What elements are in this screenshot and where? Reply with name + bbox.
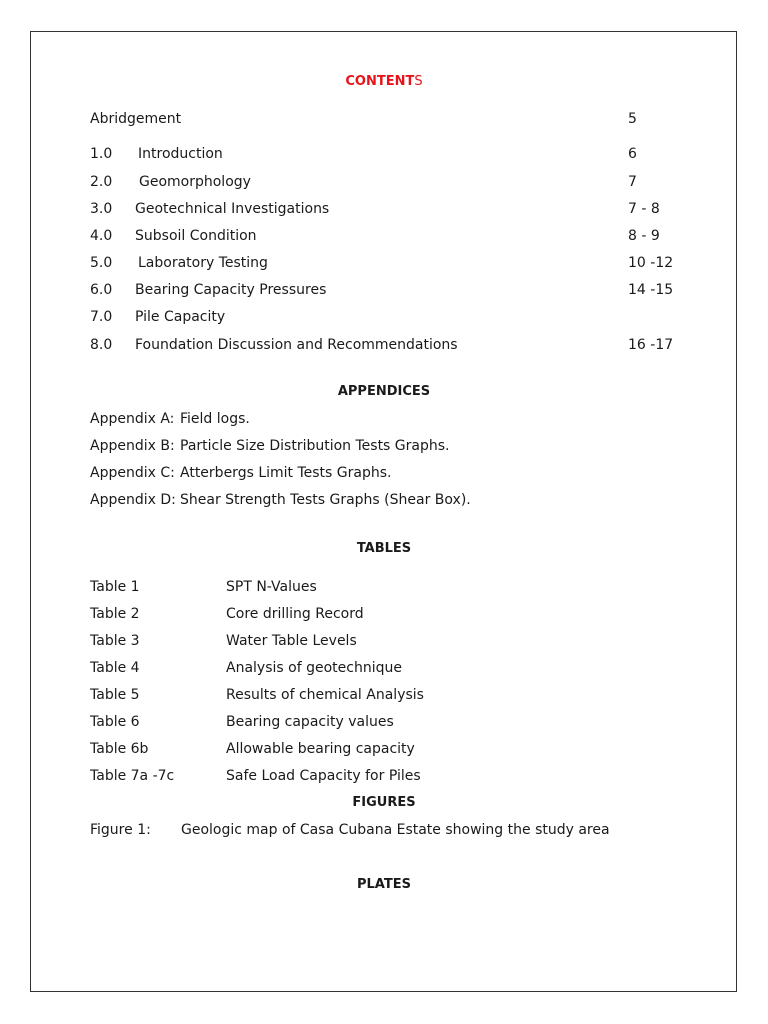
contents-item-page: 6 [628,146,637,162]
contents-item-number: 5.0 [90,255,113,271]
appendix-title: Field logs. [180,411,250,427]
table-label: Table 6 [90,714,140,730]
contents-item-number: 6.0 [90,282,113,298]
figure-label: Figure 1: [90,822,151,838]
table-title: Core drilling Record [226,606,364,622]
contents-item-title: Geotechnical Investigations [135,201,330,217]
tables-heading: TABLES [356,541,412,556]
table-label: Table 7a -7c [90,768,175,784]
table-title: Safe Load Capacity for Piles [226,768,421,784]
table-label: Table 5 [90,687,140,703]
appendix-label: Appendix C: [90,465,175,481]
table-title: Allowable bearing capacity [226,741,415,757]
contents-item-title: Geomorphology [139,174,251,190]
contents-item-title: Foundation Discussion and Recommendations [135,337,458,353]
figures-heading: FIGURES [352,795,416,810]
contents-item-number: 8.0 [90,337,113,353]
table-label: Table 4 [90,660,140,676]
appendix-label: Appendix D: [90,492,176,508]
table-label: Table 1 [90,579,140,595]
table-label: Table 6b [90,741,149,757]
contents-item-page: 10 -12 [628,255,674,271]
appendix-title: Particle Size Distribution Tests Graphs. [180,438,450,454]
contents-item-number: 7.0 [90,309,113,325]
figure-title: Geologic map of Casa Cubana Estate showing the study area [181,822,610,838]
contents-item-number: 1.0 [90,146,113,162]
contents-heading-main: CONTENT [345,74,415,89]
contents-item-page: 8 - 9 [628,228,660,244]
abridgement-label: Abridgement [90,111,182,127]
contents-item-title: Subsoil Condition [135,228,257,244]
appendices-heading: APPENDICES [337,384,431,399]
contents-item-page: 14 -15 [628,282,674,298]
contents-item-title: Bearing Capacity Pressures [135,282,327,298]
contents-item-number: 4.0 [90,228,113,244]
appendix-label: Appendix A: [90,411,175,427]
table-title: SPT N-Values [226,579,317,595]
contents-item-title: Introduction [138,146,223,162]
appendix-title: Shear Strength Tests Graphs (Shear Box). [180,492,471,508]
contents-item-title: Pile Capacity [135,309,226,325]
table-title: Bearing capacity values [226,714,394,730]
contents-item-number: 3.0 [90,201,113,217]
contents-item-page: 7 - 8 [628,201,660,217]
contents-heading [0,73,768,91]
abridgement-page: 5 [628,111,637,127]
table-title: Results of chemical Analysis [226,687,424,703]
table-title: Water Table Levels [226,633,357,649]
table-title: Analysis of geotechnique [226,660,402,676]
contents-heading-tail: S [414,74,423,89]
contents-item-page: 16 -17 [628,337,674,353]
table-label: Table 2 [90,606,140,622]
table-label: Table 3 [90,633,140,649]
appendix-label: Appendix B: [90,438,175,454]
contents-item-page: 7 [628,174,637,190]
contents-item-number: 2.0 [90,174,113,190]
contents-item-title: Laboratory Testing [138,255,268,271]
plates-heading: PLATES [357,877,411,892]
appendix-title: Atterbergs Limit Tests Graphs. [180,465,392,481]
